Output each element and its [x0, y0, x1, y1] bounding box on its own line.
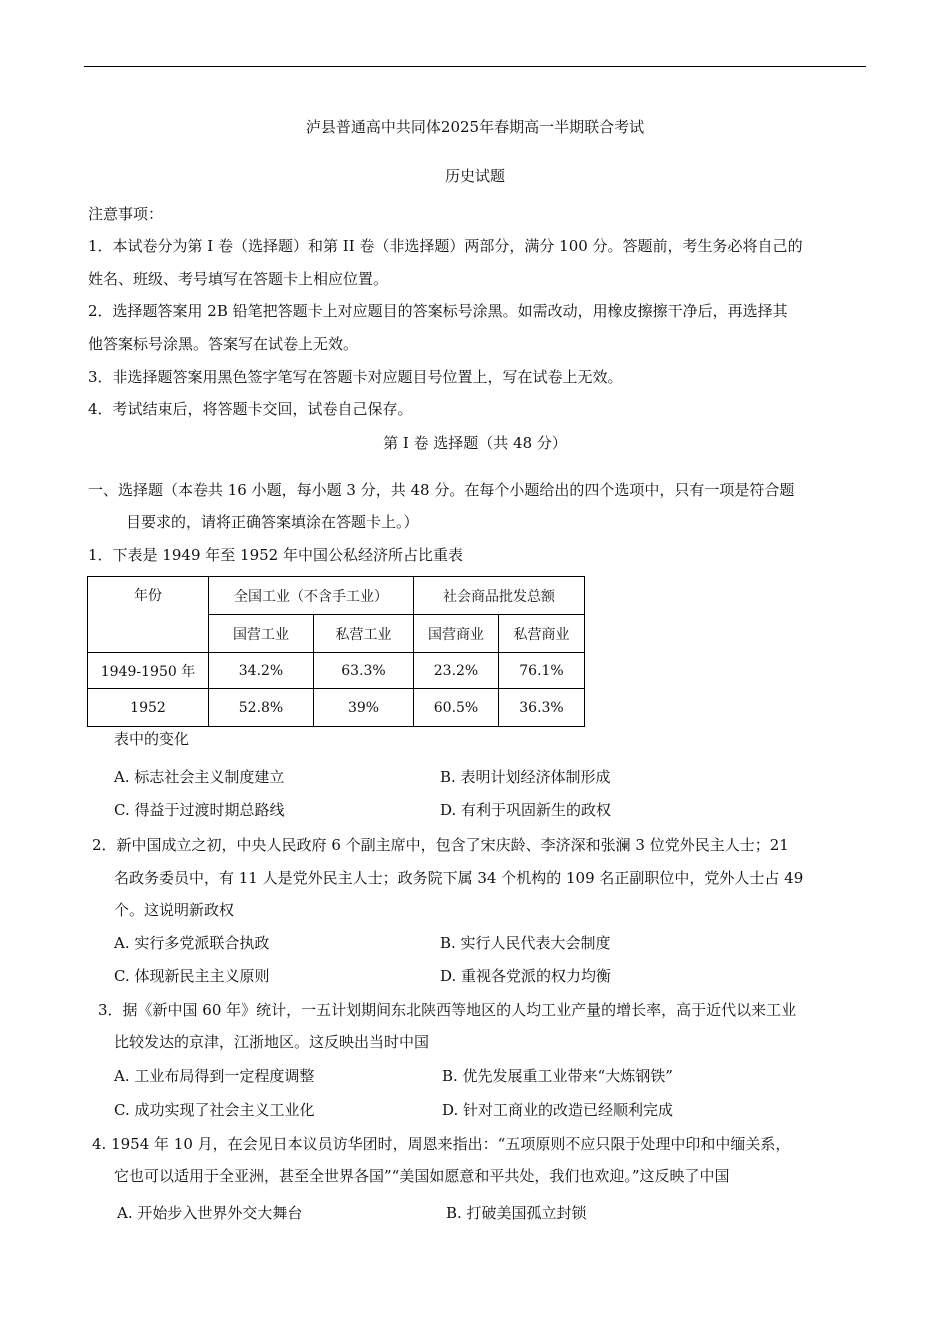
q3-option-c: C. 成功实现了社会主义工业化 [114, 1101, 315, 1119]
notice-item-1: 1．本试卷分为第 I 卷（选择题）和第 II 卷（非选择题）两部分，满分 100 分。答题前，考生务必将自己的 [88, 237, 803, 255]
q4-option-a: A. 开始步入世界外交大舞台 [117, 1204, 303, 1222]
notice-item-2-cont: 他答案标号涂黑。答案写在试卷上无效。 [88, 335, 359, 353]
table-header-industry: 全国工业（不含手工业） [209, 577, 414, 615]
section-intro-cont: 目要求的，请将正确答案填涂在答题卡上。） [126, 513, 419, 531]
q2-option-a: A. 实行多党派联合执政 [114, 934, 270, 952]
table-cell: 63.3% [314, 653, 414, 689]
q2-option-b: B. 实行人民代表大会制度 [440, 934, 611, 952]
notice-heading: 注意事项： [88, 205, 164, 223]
table-row [88, 689, 585, 727]
notice-item-1-cont: 姓名、班级、考号填写在答题卡上相应位置。 [88, 270, 389, 288]
table-cell: 76.1% [499, 653, 585, 689]
q1-option-c: C. 得益于过渡时期总路线 [114, 801, 285, 819]
table-subheader-state-industry: 国营工业 [209, 615, 314, 653]
q1-data-table [87, 576, 585, 727]
table-cell-year: 1952 [88, 689, 209, 727]
q3-option-b: B. 优先发展重工业带来“大炼钢铁” [442, 1067, 673, 1085]
table-cell: 36.3% [499, 689, 585, 727]
table-cell: 39% [314, 689, 414, 727]
q1-option-a: A. 标志社会主义制度建立 [114, 768, 285, 786]
table-header-year: 年份 [88, 577, 209, 653]
table-cell: 34.2% [209, 653, 314, 689]
exam-title: 泸县普通高中共同体2025年春期高一半期联合考试 [305, 118, 645, 136]
q4-option-b: B. 打破美国孤立封锁 [446, 1204, 587, 1222]
table-subheader-private-industry: 私营工业 [314, 615, 414, 653]
q2-stem-cont: 个。这说明新政权 [114, 901, 235, 919]
section-title: 第 I 卷 选择题（共 48 分） [383, 434, 567, 452]
q2-stem-cont: 名政务委员中，有 11 人是党外民主人士；政务院下属 34 个机构的 109 名正副职位中，党外人士占 49 [114, 869, 804, 887]
table-cell: 23.2% [414, 653, 499, 689]
q1-tail: 表中的变化 [114, 730, 190, 748]
notice-item-2: 2．选择题答案用 2B 铅笔把答题卡上对应题目的答案标号涂黑。如需改动，用橡皮擦擦干净后，再选择其 [88, 302, 788, 320]
q3-option-d: D. 针对工商业的改造已经顺利完成 [442, 1101, 674, 1119]
notice-item-3: 3．非选择题答案用黑色签字笔写在答题卡对应题目号位置上，写在试卷上无效。 [88, 368, 623, 386]
table-subheader-private-commerce: 私营商业 [499, 615, 585, 653]
table-header-commerce: 社会商品批发总额 [414, 577, 585, 615]
q1-option-d: D. 有利于巩固新生的政权 [440, 801, 612, 819]
q3-stem-cont: 比较发达的京津，江浙地区。这反映出当时中国 [114, 1033, 430, 1051]
subject-title: 历史试题 [444, 167, 505, 185]
table-cell: 60.5% [414, 689, 499, 727]
table-row [88, 653, 585, 689]
section-intro: 一、选择题（本卷共 16 小题，每小题 3 分，共 48 分。在每个小题给出的四个选项中，只有一项是符合题 [88, 481, 795, 499]
q4-stem: 4. 1954 年 10 月，在会见日本议员访华团时，周恩来指出：“五项原则不应只限于处理中印和中缅关系， [92, 1135, 791, 1153]
q2-stem: 2．新中国成立之初，中央人民政府 6 个副主席中，包含了宋庆龄、李济深和张澜 3 位党外民主人士；21 [92, 836, 789, 854]
header-rule [84, 66, 866, 67]
q2-option-d: D. 重视各党派的权力均衡 [440, 967, 612, 985]
q2-option-c: C. 体现新民主主义原则 [114, 967, 270, 985]
q1-option-b: B. 表明计划经济体制形成 [440, 768, 611, 786]
q3-stem: 3．据《新中国 60 年》统计，一五计划期间东北陕西等地区的人均工业产量的增长率，高于近代以来工业 [98, 1001, 797, 1019]
notice-item-4: 4．考试结束后，将答题卡交回，试卷自己保存。 [88, 400, 413, 418]
q4-stem-cont: 它也可以适用于全亚洲，甚至全世界各国”“美国如愿意和平共处，我们也欢迎。”这反映了中国 [114, 1167, 730, 1185]
q3-option-a: A. 工业布局得到一定程度调整 [114, 1067, 315, 1085]
table-cell-year: 1949-1950 年 [88, 653, 209, 689]
table-cell: 52.8% [209, 689, 314, 727]
q1-stem: 1．下表是 1949 年至 1952 年中国公私经济所占比重表 [88, 546, 463, 564]
table-subheader-state-commerce: 国营商业 [414, 615, 499, 653]
